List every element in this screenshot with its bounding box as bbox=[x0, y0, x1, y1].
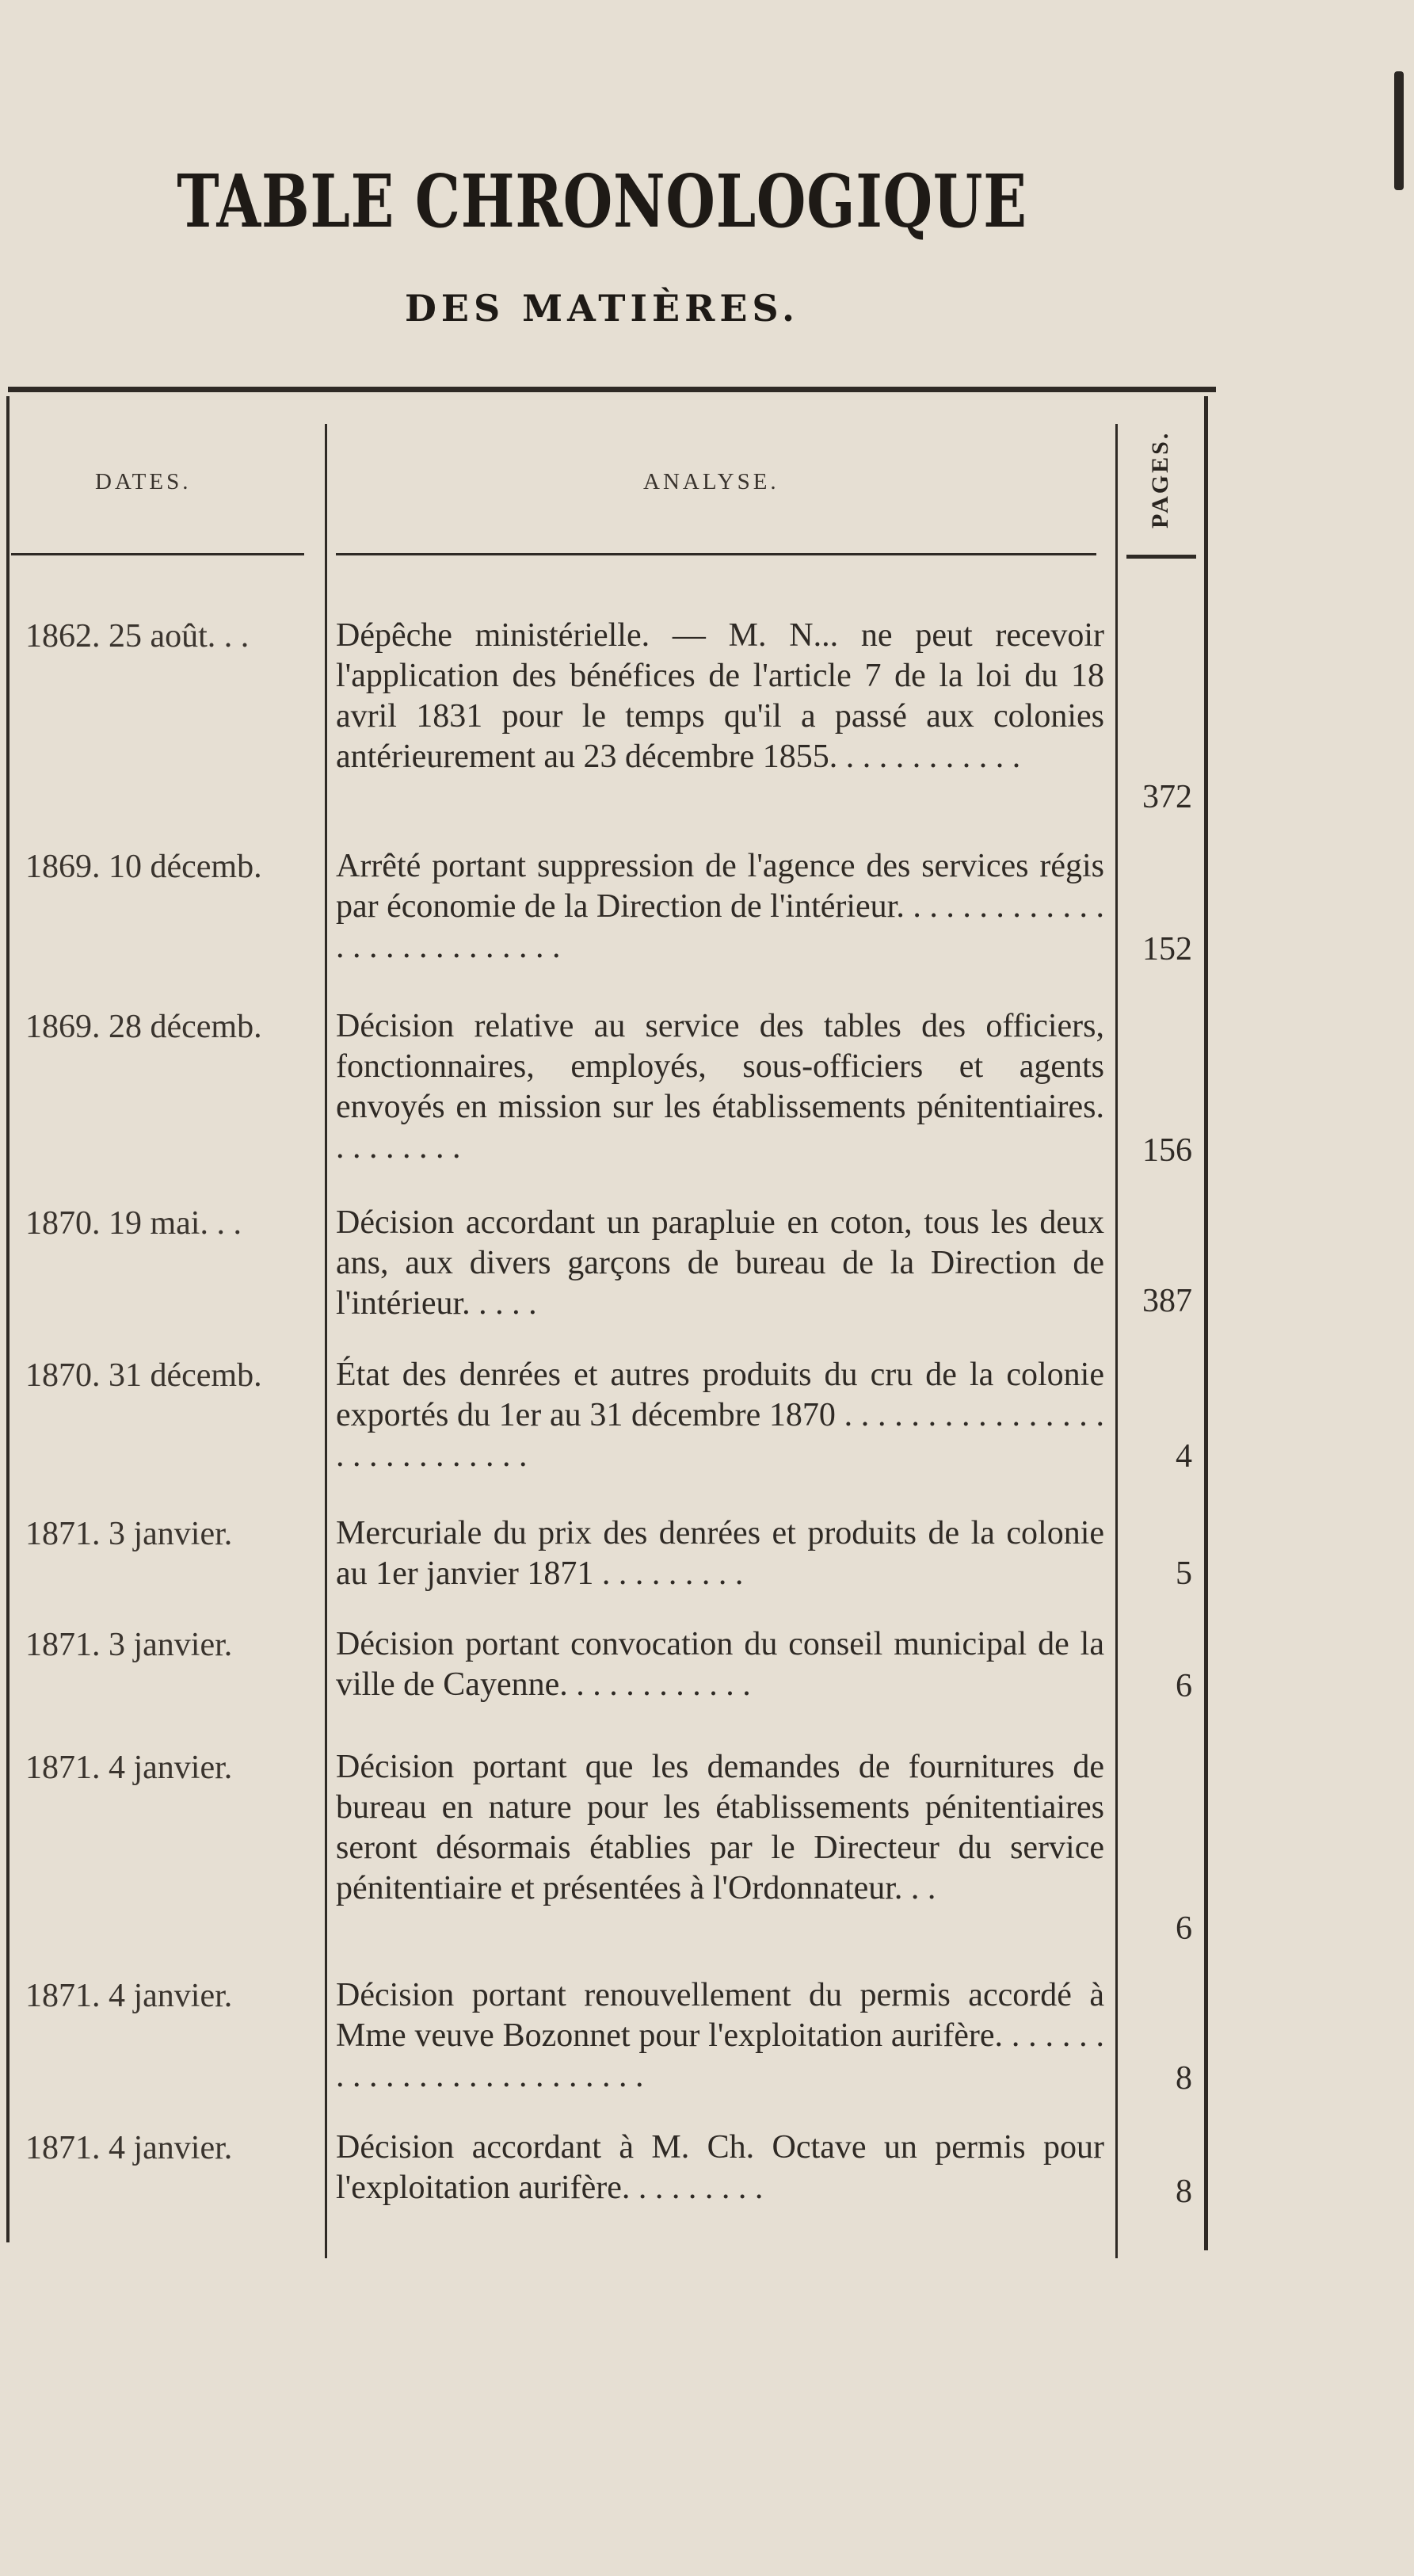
entry-date: 1871. 4 janvier. bbox=[25, 1750, 233, 1786]
entry-date: 1870. 31 décemb. bbox=[25, 1357, 262, 1394]
page-subtitle: DES MATIÈRES. bbox=[405, 287, 799, 330]
entry-date: 1862. 25 août. . . bbox=[25, 618, 250, 654]
entry-page: 372 bbox=[1142, 779, 1192, 815]
column-header-analysis: ANALYSE. bbox=[643, 469, 779, 494]
page-title: TABLE CHRONOLOGIQUE bbox=[177, 158, 1027, 244]
header-rule bbox=[8, 387, 1216, 392]
entry-page: 156 bbox=[1142, 1132, 1192, 1169]
pages-header-rule bbox=[1126, 555, 1196, 559]
entry-page: 8 bbox=[1176, 2060, 1192, 2097]
entry-page: 5 bbox=[1176, 1555, 1192, 1592]
column-header-pages: PAGES. bbox=[1147, 430, 1173, 529]
analysis-header-rule bbox=[336, 553, 1096, 555]
left-border bbox=[6, 396, 10, 2242]
entry-date: 1871. 4 janvier. bbox=[25, 2130, 233, 2166]
entry-page: 6 bbox=[1176, 1910, 1192, 1947]
entry-page: 6 bbox=[1176, 1668, 1192, 1704]
entry-date: 1871. 3 janvier. bbox=[25, 1516, 233, 1552]
entry-analysis: État des denrées et autres produits du cru de la colonie exportés du 1er au 31 décembre 1870 . . . . . . . . . . . . . . . . . . . . . . . . . . . . bbox=[336, 1357, 1104, 1474]
entry-analysis: Décision accordant à M. Ch. Octave un permis pour l'exploitation aurifère. . . . . . . . . bbox=[336, 2129, 1104, 2206]
entry-analysis: Dépêche ministérielle. — M. N... ne peut recevoir l'application des bénéfices de l'article 7 de la loi du 18 avril 1831 pour le temps qu'il a passé aux colonies antérieurement au 23 décembre 1855. . . . . . . . . . . . bbox=[336, 617, 1104, 775]
entry-page: 152 bbox=[1142, 931, 1192, 967]
analysis-column-divider bbox=[1115, 424, 1118, 2258]
entry-analysis: Décision accordant un parapluie en coton, tous les deux ans, aux divers garçons de bureau de la Direction de l'intérieur. . . . . bbox=[336, 1204, 1104, 1322]
entry-date: 1871. 3 janvier. bbox=[25, 1627, 233, 1663]
entry-date: 1871. 4 janvier. bbox=[25, 1978, 233, 2014]
right-border bbox=[1204, 396, 1208, 2250]
entry-analysis: Décision portant convocation du conseil municipal de la ville de Cayenne. . . . . . . . . . . . bbox=[336, 1626, 1104, 1703]
entry-page: 387 bbox=[1142, 1283, 1192, 1319]
entry-analysis: Décision portant renouvellement du permis accordé à Mme veuve Bozonnet pour l'exploitation aurifère. . . . . . . . . . . . . . . . . . . . . . . . . . bbox=[336, 1977, 1104, 2094]
entry-analysis: Décision portant que les demandes de fournitures de bureau en nature pour les établissements pénitentiaires seront désormais établies par le Directeur du service pénitentiaire et présentées à l'Ordonnateur. . . bbox=[336, 1749, 1104, 1906]
entry-date: 1869. 10 décemb. bbox=[25, 849, 262, 885]
entry-analysis: Décision relative au service des tables des officiers, fonctionnaires, employés, sous-officiers et agents envoyés en mission sur les établissements pénitentiaires. . . . . . . . . bbox=[336, 1008, 1104, 1166]
binding-edge bbox=[1394, 71, 1404, 190]
entry-date: 1870. 19 mai. . . bbox=[25, 1205, 242, 1242]
entry-page: 8 bbox=[1176, 2173, 1192, 2210]
dates-header-rule bbox=[11, 553, 304, 555]
column-header-dates: DATES. bbox=[95, 469, 192, 494]
entry-analysis: Arrêté portant suppression de l'agence des services régis par économie de la Direction de l'intérieur. . . . . . . . . . . . . . . . . . . . . . . . . . . bbox=[336, 848, 1104, 965]
entry-page: 4 bbox=[1176, 1438, 1192, 1475]
entry-date: 1869. 28 décemb. bbox=[25, 1009, 262, 1045]
entry-analysis: Mercuriale du prix des denrées et produits de la colonie au 1er janvier 1871 . . . . . . . . . bbox=[336, 1515, 1104, 1592]
